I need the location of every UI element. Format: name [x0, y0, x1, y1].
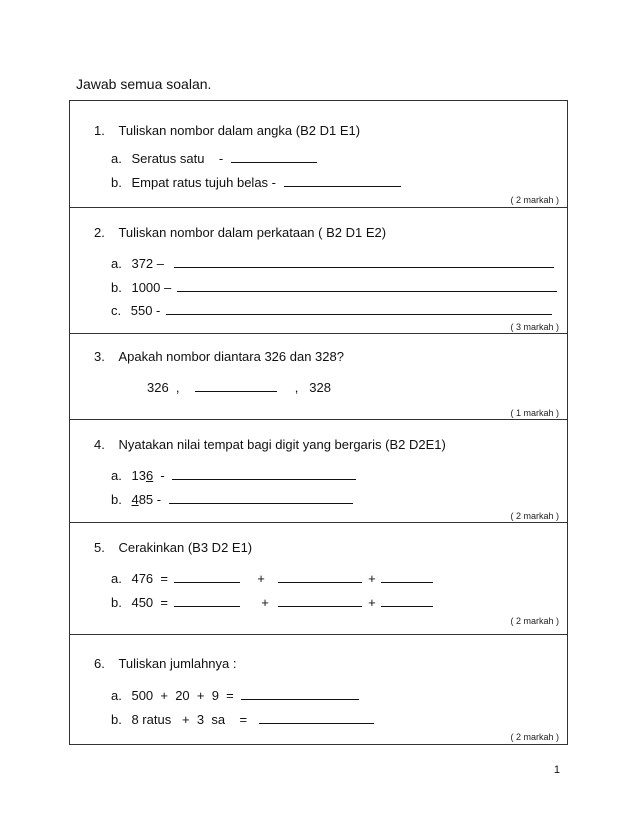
question-6-box [69, 634, 568, 745]
item-text: - [153, 468, 165, 483]
question-text: Cerakinkan (B3 D2 E1) [118, 540, 253, 555]
answer-blank[interactable] [381, 595, 433, 607]
question-text: Tuliskan nombor dalam angka (B2 D1 E1) [118, 123, 361, 138]
item-4b [111, 492, 353, 507]
question-number: 3. [94, 349, 105, 364]
item-text: 1000 – [131, 280, 172, 295]
item-label: b. [111, 492, 122, 507]
item-label: b. [111, 280, 122, 295]
number-sequence [147, 380, 331, 395]
question-6 [94, 656, 236, 671]
question-number: 4. [94, 437, 105, 452]
marks-label: ( 2 markah ) [510, 195, 559, 205]
item-text: 550 - [130, 303, 161, 318]
question-text: Tuliskan nombor dalam perkataan ( B2 D1 E2) [118, 225, 387, 240]
underlined-digit: 6 [145, 468, 154, 483]
question-number: 5. [94, 540, 105, 555]
sequence-right: , 328 [294, 380, 331, 395]
answer-blank[interactable] [231, 151, 317, 163]
instruction-text: Jawab semua soalan. [76, 76, 212, 92]
question-5 [94, 540, 252, 555]
question-text: Apakah nombor diantara 326 dan 328? [118, 349, 344, 364]
marks-label: ( 2 markah ) [510, 616, 559, 626]
question-5-box [69, 522, 568, 634]
item-label: b. [111, 712, 122, 727]
plus-sign: + [368, 571, 376, 586]
item-label: a. [111, 571, 122, 586]
item-label: a. [111, 468, 122, 483]
item-label: b. [111, 175, 122, 190]
item-label: a. [111, 688, 122, 703]
marks-label: ( 2 markah ) [510, 732, 559, 742]
item-label: b. [111, 595, 122, 610]
plus-sign: + [257, 571, 265, 586]
marks-label: ( 2 markah ) [510, 511, 559, 521]
item-2b [111, 280, 557, 295]
item-4a [111, 468, 356, 483]
item-text: 85 - [138, 492, 162, 507]
question-number: 6. [94, 656, 105, 671]
answer-blank[interactable] [278, 595, 362, 607]
question-1 [94, 123, 360, 138]
answer-blank[interactable] [166, 303, 552, 315]
question-3-box [69, 333, 568, 419]
question-text: Nyatakan nilai tempat bagi digit yang bergaris (B2 D2E1) [118, 437, 446, 452]
question-3 [94, 349, 344, 364]
item-1a [111, 151, 317, 166]
answer-blank[interactable] [278, 571, 362, 583]
item-5b [111, 595, 433, 610]
answer-blank[interactable] [172, 468, 356, 480]
question-2 [94, 225, 386, 240]
marks-label: ( 3 markah ) [510, 322, 559, 332]
answer-blank[interactable] [259, 712, 374, 724]
question-text: Tuliskan jumlahnya : [118, 656, 237, 671]
marks-label: ( 1 markah ) [510, 408, 559, 418]
item-text: 476 = [131, 571, 168, 586]
answer-blank[interactable] [174, 595, 240, 607]
plus-sign: + [261, 595, 269, 610]
item-text: 450 = [131, 595, 168, 610]
sequence-left: 326 , [147, 380, 180, 395]
plus-sign: + [368, 595, 376, 610]
item-text: Seratus satu - [131, 151, 224, 166]
item-label: a. [111, 256, 122, 271]
item-6b [111, 712, 374, 727]
item-6a [111, 688, 359, 703]
question-number: 2. [94, 225, 105, 240]
question-number: 1. [94, 123, 105, 138]
item-text: 372 – [131, 256, 165, 271]
question-2-box [69, 207, 568, 333]
item-text: 8 ratus + 3 sa = [131, 712, 248, 727]
answer-blank[interactable] [177, 280, 557, 292]
digit-text: 13 [131, 468, 146, 483]
page-number: 1 [553, 764, 560, 776]
question-4 [94, 437, 446, 452]
item-text: 500 + 20 + 9 = [131, 688, 234, 703]
answer-blank[interactable] [241, 688, 359, 700]
underlined-digit: 4 [131, 492, 139, 507]
answer-blank[interactable] [381, 571, 433, 583]
answer-blank[interactable] [169, 492, 353, 504]
answer-blank[interactable] [174, 571, 240, 583]
answer-blank[interactable] [284, 175, 401, 187]
question-4-box [69, 419, 568, 522]
item-1b [111, 175, 401, 190]
item-text: Empat ratus tujuh belas - [131, 175, 276, 190]
answer-blank[interactable] [174, 256, 554, 268]
answer-blank[interactable] [195, 380, 277, 392]
question-1-box [69, 100, 568, 207]
item-label: c. [111, 303, 122, 318]
item-label: a. [111, 151, 122, 166]
item-5a [111, 571, 433, 586]
item-2a [111, 256, 554, 271]
item-2c [111, 303, 552, 318]
